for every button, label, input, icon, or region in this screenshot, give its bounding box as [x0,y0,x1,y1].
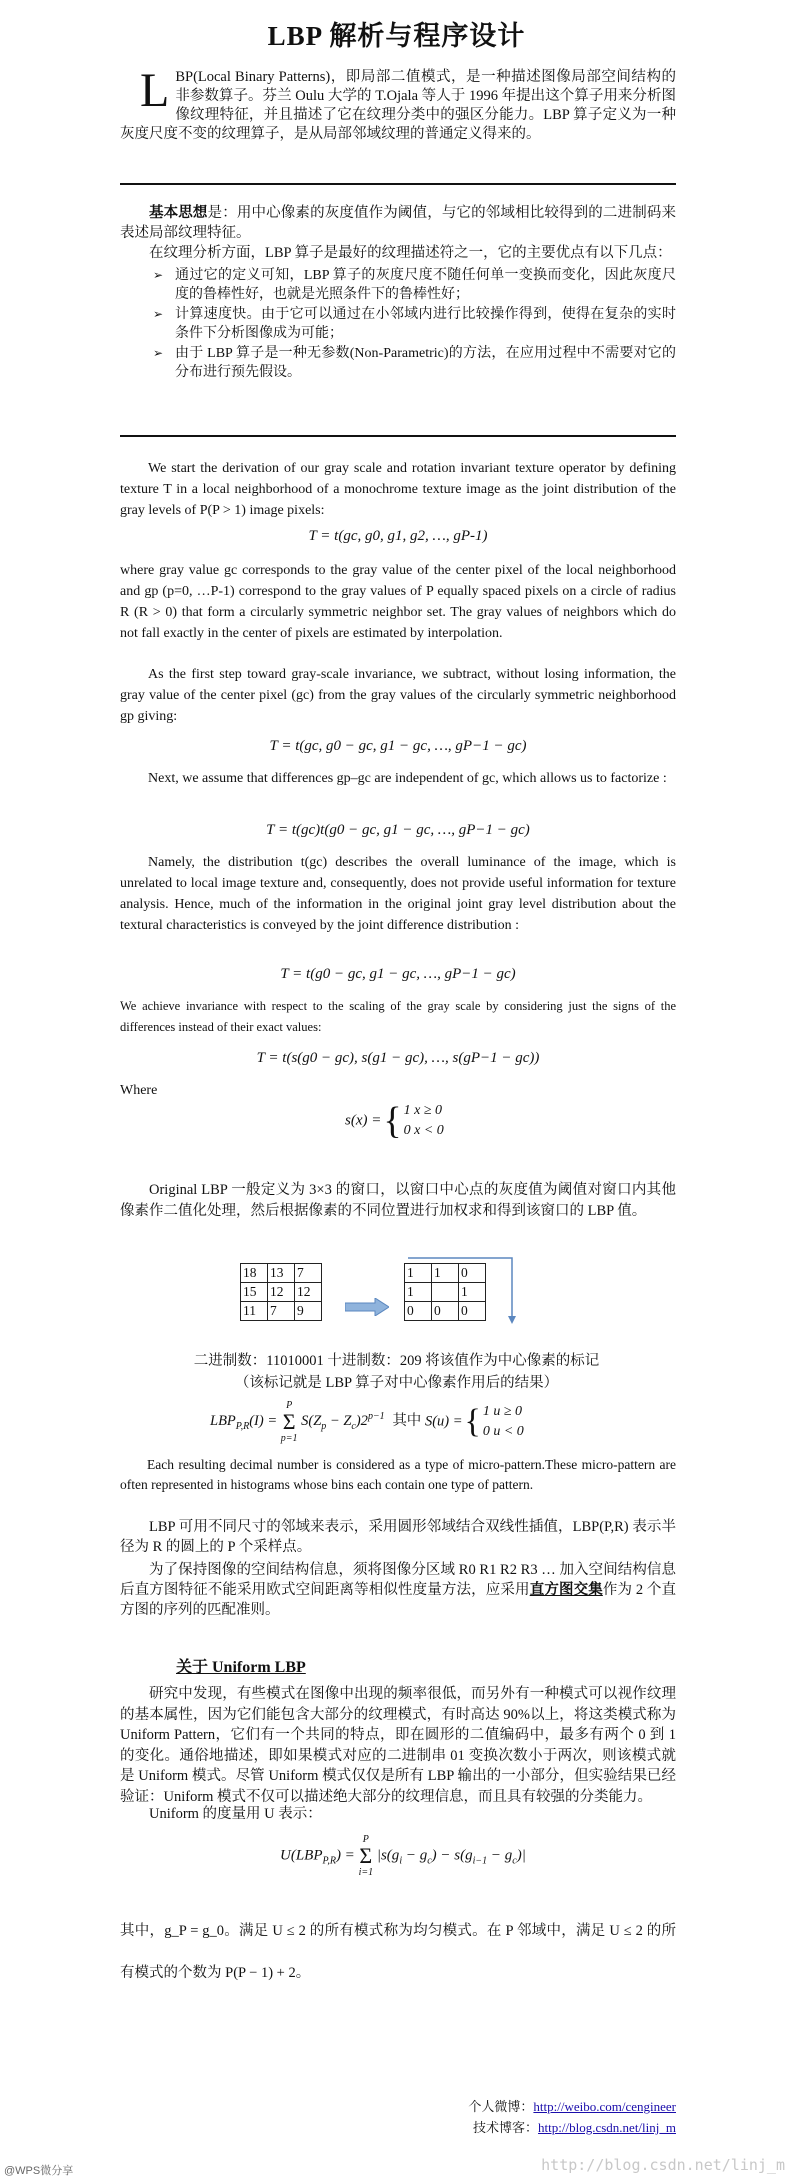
divider [120,435,676,437]
english-paragraph-5: Namely, the distribution t(gc) describes the overall luminance of the image, which is unrelated to local image texture and, consequently, does not provide useful information for texture analysis. Hence, much of the information in the original joint gray level distribution about the textural characteristics is conveyed by the joint difference distribution : [120,855,676,933]
english-paragraph-2: where gray value gc corresponds to the gray value of the center pixel of the local neighborhood and gp (p=0, …P-1) correspond to the gray values of P equally spaced pixels on a circle of radius R (R > 0) that form a circularly symmetric neighbor set. The gray values of neighbors which do not fall exactly in the center of pixels are estimated by interpolation. [120,563,676,641]
english-paragraph-6: We achieve invariance with respect to the scaling of the gray scale by considering just the signs of the differences instead of their exact values: [120,999,676,1034]
list-item: ➢ 通过它的定义可知，LBP 算子的灰度尺度不随任何单一变换而变化，因此灰度尺度的鲁棒性好，也就是光照条件下的鲁棒性好； [153,268,676,302]
binary-result-note: （该标记就是 LBP 算子对中心像素作用后的结果） [234,1375,559,1391]
equation-4: T = t(g0 − gc, g1 − gc, …, gP−1 − gc) [280,966,516,982]
uniform-measure-line: Uniform 的度量用 U 表示： [149,1806,322,1822]
weibo-line: 个人微博：http://weibo.com/cengineer [468,2099,676,2114]
intro-paragraph [120,64,676,144]
equation-5: T = t(s(g0 − gc), s(g1 − gc), …, s(gP−1 − gc)) [256,1050,540,1066]
basic-idea-label: 基本思想 [149,205,208,221]
advantages-intro: 在纹理分析方面，LBP 算子是最好的纹理描述符之一，它的主要优点有以下几点： [149,245,672,261]
reading-order-arrow-icon [404,1256,524,1326]
original-lbp-paragraph: Original LBP 一般定义为 3×3 的窗口，以窗口中心点的灰度值为阈值对窗口内其他像素作二值化处理，然后根据像素的不同位置进行加权求和得到该窗口的 LBP 值。 [120,1182,676,1219]
micro-pattern-paragraph: Each resulting decimal number is considered as a type of micro-pattern.These micro-pattern are often represented in histograms whose bins each contain one type of pattern. [120,1457,676,1492]
binary-result-line: 二进制数：11010001 十进制数：209 将该值作为中心像素的标记 [193,1353,600,1369]
english-paragraph-3: As the first step toward gray-scale invariance, we subtract, without losing information, the gray value of the center pixel (gc) from the gray values of the circularly symmetric neighborhood gp giving: [120,667,676,724]
binary-grid: 1 1 0 1 1 0 0 0 [404,1263,486,1321]
basic-idea-section [120,203,676,383]
drop-cap: L [140,64,170,117]
uniform-conclusion: 其中，g_P = g_0。满足 U ≤ 2 的所有模式称为均匀模式。在 P 邻域中，满足 U ≤ 2 的所有模式的个数为 P(P − 1) + 2。 [120,1923,676,1981]
uniform-lbp-heading: 关于 Uniform LBP [176,1659,306,1676]
advantages-list [120,266,676,382]
page-title: LBP 解析与程序设计 [267,21,526,51]
blog-line: 技术博客：http://blog.csdn.net/linj_m [473,2120,676,2135]
where-label: Where [120,1083,158,1098]
list-item: ➢ 由于 LBP 算子是一种无参数(Non-Parametric)的方法，在应用过程中不需要对它的分布进行预先假设。 [153,346,676,380]
arrow-bullet-icon: ➢ [153,346,164,360]
list-item: ➢ 计算速度快。由于它可以通过在小邻域内进行比较操作得到，使得在复杂的实时条件下分析图像成为可能； [153,307,676,341]
arrow-bullet-icon: ➢ [153,307,164,321]
english-paragraph-1: We start the derivation of our gray scale and rotation invariant texture operator by defining texture T in a local neighborhood of a monochrome texture image as the joint distribution of the gray levels of P(P > 1) image pixels: [120,461,676,518]
equation-3: T = t(gc)t(g0 − gc, g1 − gc, …, gP−1 − gc) [266,822,530,838]
uniform-paragraph: 研究中发现，有些模式在图像中出现的频率很低，而另外有一种模式可以视作纹理的基本属性，因为它们能包含大部分的纹理模式，有时高达 90%以上，将这类模式称为 Uniform Pattern，它们有一个共同的特点，即在圆形的二值编码中，最多有两个 0 到 1 的变化。通俗地描述，即如果模式对应的二进制串 01 变换次数小于两次，则该模式就是 Uniform 模式。尽管 Uniform 模式仅仅是所有 LBP 输出的一小部分，但实验结果已经验证：Uniform 模式不仅可以描述绝大部分的纹理信息，而且具有较强的分类能力。 [120,1686,676,1805]
equation-1: T = t(gc, g0, g1, g2, …, gP-1) [308,528,488,544]
lbp-formula: $LBP_{P,R}(I)$ = P Σ p=1 $S(Z_p - Z_c)2^{p-1}$ 其中 S(u) ={ 1 u ≥ 0 0 u < 0 [210,1400,524,1444]
spatial-structure-paragraph: 为了保持图像的空间结构信息，须将图像分区域 R0 R1 R2 R3 … 加入空间结构信息后直方图特征不能采用欧式空间距离等相似性度量方法，应采用直方图交集作为 2 个直方图的序列的匹配准则。 [120,1562,677,1618]
equation-2: T = t(gc, g0 − gc, g1 − gc, …, gP−1 − gc) [269,738,527,754]
basic-idea-text: 是：用中心像素的灰度值作为阈值，与它的邻域相比较得到的二进制码来表述局部纹理特征。 [120,205,677,241]
pixel-grid: 18 13 7 15 12 12 11 7 9 [240,1263,322,1321]
arrow-bullet-icon: ➢ [153,268,164,282]
right-arrow-icon [345,1298,389,1316]
lbp-neighborhood-paragraph: LBP 可用不同尺寸的邻域来表示，采用圆形邻域结合双线性插值，LBP(P,R) 表示半径为 R 的圆上的 P 个采样点。 [120,1519,676,1555]
blog-link[interactable]: http://blog.csdn.net/linj_m [538,2120,676,2135]
divider [120,183,676,185]
sign-function-equation: s(x) ={ 1 x ≥ 0 0 x < 0 [345,1100,444,1142]
intro-text: BP(Local Binary Patterns)，即局部二值模式，是一种描述图像局部空间结构的非参数算子。芬兰 Oulu 大学的 T.Ojala 等人于 1996 年提出这个算子用来分析图像纹理特征，并且描述了它在纹理分类中的强区分能力。LBP 算子定义为一种灰度尺度不变的纹理算子，是从局部邻域纹理的普通定义得来的。 [120,69,676,142]
weibo-link[interactable]: http://weibo.com/cengineer [533,2099,676,2114]
histogram-intersection-link[interactable]: 直方图交集 [529,1582,603,1598]
uniform-formula: $U(LBP_{P,R})$ = P Σ i=1 $|s(g_i - g_c) - s(g_{i-1} - g_c)|$ [280,1834,526,1878]
english-paragraph-4: Next, we assume that differences gp–gc are independent of gc, which allows us to factorize : [148,771,667,786]
wps-share-mark: @WPS微分享 [4,2165,74,2177]
url-watermark: http://blog.csdn.net/linj_m [541,2156,785,2174]
